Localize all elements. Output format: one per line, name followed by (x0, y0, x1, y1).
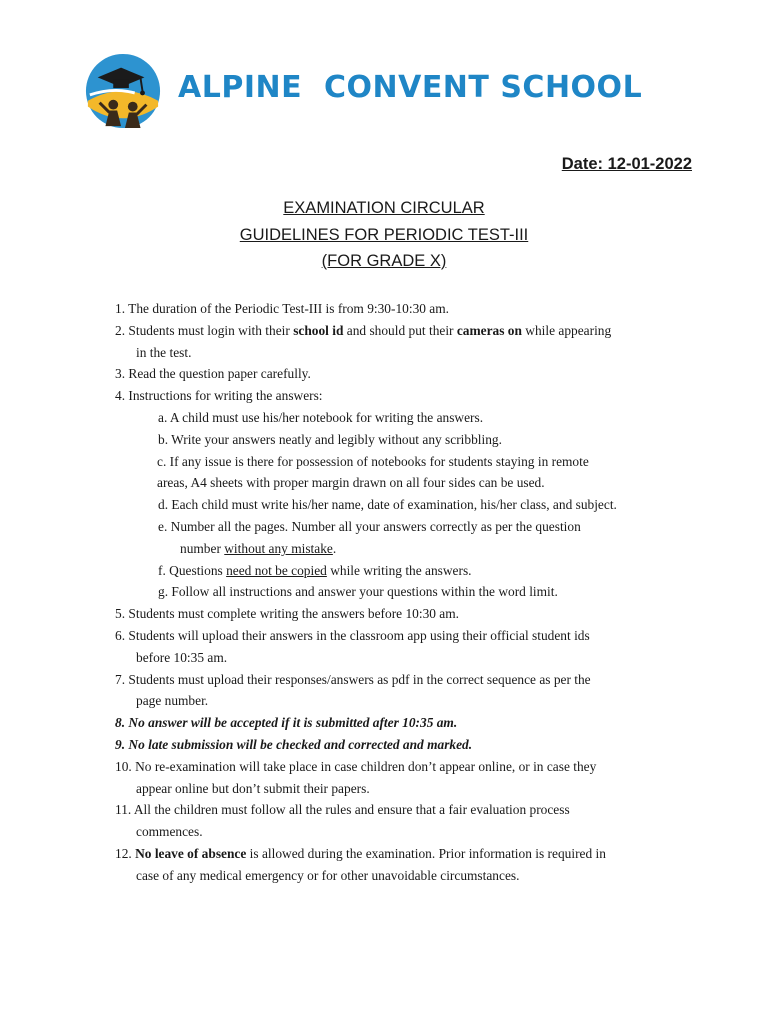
letterhead (84, 52, 704, 132)
list-item: 5. Students must complete writing the answers before 10:30 am. (115, 606, 460, 622)
list-item: 10. No re-examination will take place in case children don’t appear online, or in case they (115, 758, 597, 774)
list-item: 11. All the children must follow all the rules and ensure that a fair evaluation process (115, 802, 570, 818)
list-item: 9. No late submission will be checked and corrected and marked. (115, 736, 473, 752)
list-item-continuation: before 10:35 am. (136, 649, 228, 665)
list-item: 2. Students must login with their school id and should put their cameras on while appearing (115, 322, 612, 338)
graduation-cap-globe-icon (84, 52, 162, 130)
list-item: 7. Students must upload their responses/answers as pdf in the correct sequence as per the (115, 671, 591, 687)
title-examination-circular: EXAMINATION CIRCULAR (283, 199, 485, 217)
sub-item: b. Write your answers neatly and legibly without any scribbling. (158, 431, 502, 447)
guidelines-list (0, 298, 768, 887)
circular-date: Date: 12-01-2022 (561, 155, 692, 173)
sub-item: e. Number all the pages. Number all your answers correctly as per the question (158, 518, 581, 534)
list-item: 3. Read the question paper carefully. (115, 366, 311, 382)
list-item: 1. The duration of the Periodic Test-III is from 9:30-10:30 am. (115, 301, 450, 316)
circular-titles (0, 195, 768, 275)
list-item: 4. Instructions for writing the answers: (115, 388, 323, 404)
sub-item: f. Questions need not be copied while writing the answers. (158, 562, 472, 578)
school-name: ALPINE CONVENT SCHOOL (178, 70, 643, 105)
title-guidelines: GUIDELINES FOR PERIODIC TEST-III (239, 225, 529, 244)
list-item-continuation: page number. (136, 693, 209, 709)
list-item-continuation: case of any medical emergency or for other unavoidable circumstances. (136, 867, 520, 883)
list-item-continuation: commences. (136, 824, 203, 840)
sub-item: g. Follow all instructions and answer your questions within the word limit. (158, 584, 558, 600)
sub-item-continuation: areas, A4 sheets with proper margin drawn on all four sides can be used. (157, 475, 545, 491)
list-item-continuation: appear online but don’t submit their papers. (136, 780, 370, 796)
sub-item: c. If any issue is there for possession of notebooks for students staying in remote (157, 453, 589, 469)
sub-item-continuation: number without any mistake. (180, 540, 337, 556)
list-item-continuation: in the test. (136, 344, 192, 360)
sub-item: d. Each child must write his/her name, date of examination, his/her class, and subject. (158, 497, 617, 513)
list-item: 8. No answer will be accepted if it is submitted after 10:35 am. (115, 715, 458, 731)
title-grade: (FOR GRADE X) (321, 252, 447, 270)
list-item: 6. Students will upload their answers in the classroom app using their official student ids (115, 627, 590, 643)
sub-item: a. A child must use his/her notebook for writing the answers. (158, 409, 484, 425)
list-item: 12. No leave of absence is allowed during the examination. Prior information is required in (115, 845, 606, 861)
